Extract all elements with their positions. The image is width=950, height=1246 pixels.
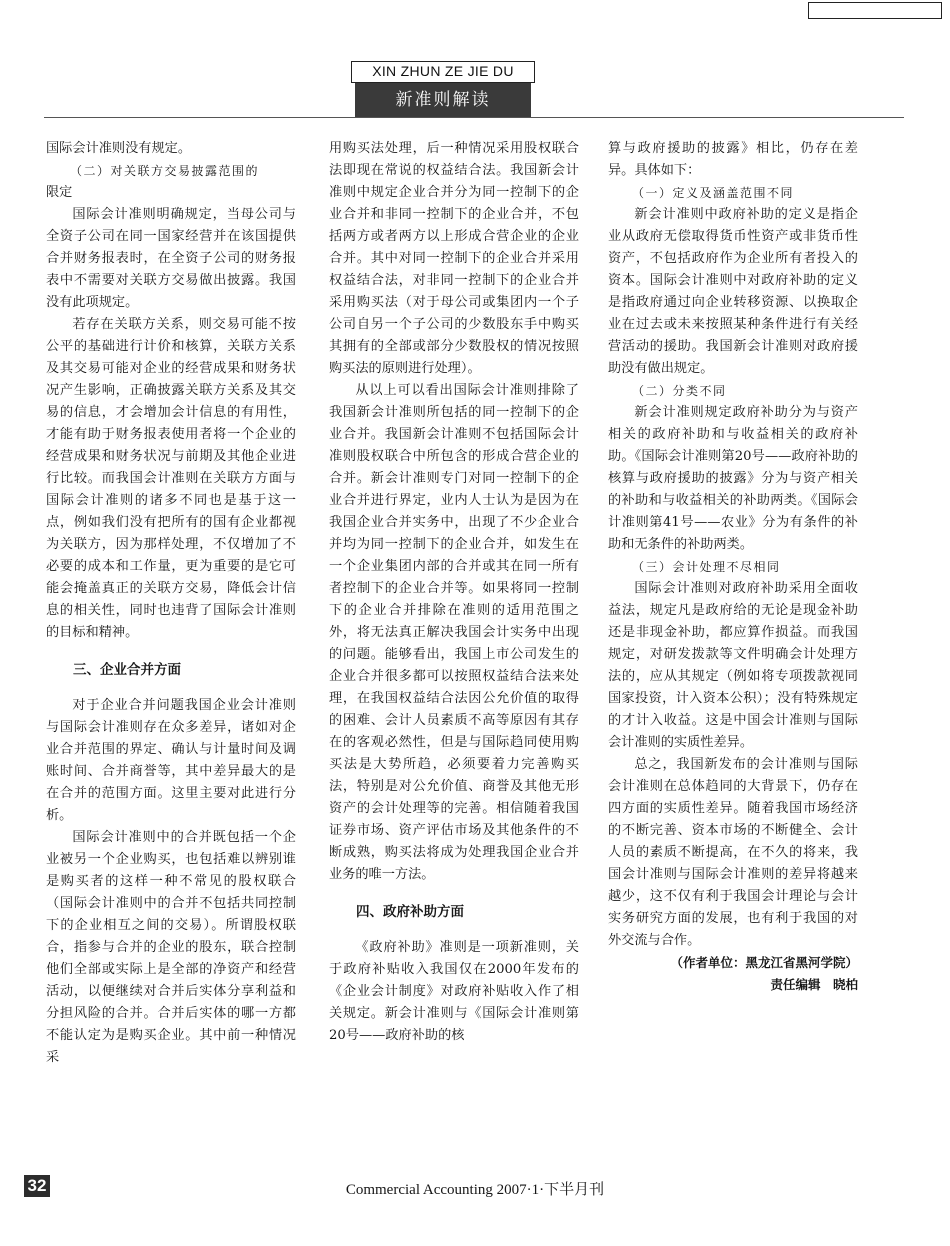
paragraph: 对于企业合并问题我国企业会计准则与国际会计准则存在众多差异，诸如对企业合并范围的界定、确认与计量时间及调账时间、合并商誉等，其中差异最大的是在合并的范围方面。这里主要对此进行分析。 [46, 698, 296, 823]
section-header [351, 61, 535, 117]
paragraph: 国际会计准则明确规定，当母公司与全资子公司在同一国家经营并在该国提供合并财务报表时，在全资子公司的财务报表中不需要对关联方交易做出披露。我国没有此项规定。 [46, 207, 296, 310]
column-1 [46, 138, 296, 1069]
paragraph: 总之，我国新发布的会计准则与国际会计准则在总体趋同的大背景下，仍存在四方面的实质性差异。随着我国市场经济的不断完善、资本市场的不断健全、会计人员的素质不断提高，在不久的将来，我国会计准则与国际会计准则的差异将越来越少，这不仅有利于我国会计理论与会计实务研究方面的发展，也有利于我国的对外交流与合作。 [608, 757, 858, 948]
header-rule [44, 117, 904, 118]
subheading: （三）会计处理不尽相同 [632, 560, 781, 574]
paragraph: 新会计准则中政府补助的定义是指企业从政府无偿取得货币性资产或非货币性资产，不包括政府作为企业所有者投入的资本。国际会计准则中对政府补助的定义是指政府通过向企业转移资源、以换取企业在过去或未来按照某种条件进行有关经营活动的援助。我国新会计准则对政府援助没有做出规定。 [608, 207, 858, 376]
section-heading: 四、政府补助方面 [356, 904, 464, 920]
top-corner-box [808, 2, 942, 19]
header-title: 新准则解读 [355, 83, 531, 117]
section-heading: 三、企业合并方面 [73, 662, 181, 678]
paragraph: 新会计准则规定政府补助分为与资产相关的政府补助和与收益相关的政府补助。《国际会计准则第20号——政府补助的核算与政府援助的披露》分为与资产相关的补助和与收益相关的补助两类。《国际会计准则第41号——农业》分为有条件的补助和无条件的补助两类。 [608, 405, 858, 552]
paragraph: 国际会计准则对政府补助采用全面收益法，规定凡是政府给的无论是现金补助还是非现金补助，都应算作损益。而我国规定，对研发拨款等文件明确会计处理方法的，应从其规定（例如将专项拨款视同国家投资，计入资本公积）；没有特殊规定的才计入收益。这是中国会计准则与国际会计准则的实质性差异。 [608, 581, 858, 750]
subheading: （二）分类不同 [632, 384, 727, 398]
journal-footer: Commercial Accounting 2007·1·下半月刊 [345, 1182, 605, 1198]
header-pinyin: XIN ZHUN ZE JIE DU [351, 61, 535, 83]
column-2 [329, 138, 579, 1047]
paragraph: 国际会计准则中的合并既包括一个企业被另一个企业购买，也包括难以辨别谁是购买者的这样一种不常见的股权联合（国际会计准则中的合并不包括共同控制下的企业相互之间的交易）。所谓股权联合，指参与合并的企业的股东，联合控制他们全部或实际上是全部的净资产和经营活动，以便继续对合并后实体分享利益和分担风险的合并。合并后实体的哪一方都不能认定为是购买企业。其中前一种情况采 [46, 830, 296, 1065]
subheading: （二）对关联方交易披露范围的 [70, 164, 260, 178]
paragraph: 算与政府援助的披露》相比，仍存在差异。具体如下： [608, 141, 858, 178]
page-number: 32 [24, 1175, 50, 1197]
subheading: （一）定义及涵盖范围不同 [632, 186, 795, 200]
author-affiliation: （作者单位：黑龙江省黑河学院） [670, 955, 858, 970]
paragraph: 从以上可以看出国际会计准则排除了我国新会计准则所包括的同一控制下的企业合并。我国新会计准则不包括国际会计准则股权联合中所包含的形成合营企业的合并。新会计准则专门对同一控制下的企业合并进行界定，业内人士认为是因为在我国企业合并实务中，出现了不少企业合并均为同一控制下的企业合并，如发生在一个企业集团内部的合并或其在同一所有者控制下的企业合并等。如果将同一控制下的企业合并排除在准则的适用范围之外，将无法真正解决我国会计实务中出现的问题。能够看出，我国上市公司发生的企业合并很多都可以按照权益结合法来处理，在我国权益结合法因公允价值的取得的困难、会计人员素质不高等原因有其存在的客观必然性，但是与国际趋同使用购买法是大势所趋，必须要着力完善购买法，特别是对公允价值、商誉及其他无形资产的会计处理等的完善。相信随着我国证券市场、资产评估市场及其他条件的不断成熟，购买法将成为处理我国企业合并业务的唯一方法。 [329, 383, 579, 882]
paragraph: 国际会计准则没有规定。 [46, 141, 192, 156]
subheading-cont: 限定 [46, 185, 73, 200]
column-3 [608, 138, 858, 996]
editor-credit: 责任编辑 晓柏 [770, 977, 858, 992]
paragraph: 用购买法处理，后一种情况采用股权联合法即现在常说的权益结合法。我国新会计准则中规定企业合并分为同一控制下的企业合并和非同一控制下的企业合并，不包括两方或者两方以上形成合营企业的企业合并。其中对同一控制下的企业合并采用权益结合法，对非同一控制下的企业合并采用购买法（对于母公司或集团内一个子公司自另一个子公司的少数股东手中购买其拥有的全部或部分少数股权的情况按照购买法的原则进行处理）。 [329, 141, 579, 376]
paragraph: 《政府补助》准则是一项新准则，关于政府补贴收入我国仅在2000年发布的《企业会计制度》对政府补贴收入作了相关规定。新会计准则与《国际会计准则第20号——政府补助的核 [329, 940, 579, 1043]
paragraph: 若存在关联方关系，则交易可能不按公平的基础进行计价和核算，关联方关系及其交易可能对企业的经营成果和财务状况产生影响，正确披露关联方关系及其交易的信息，才会增加会计信息的有用性，才能有助于财务报表使用者将一个企业的经营成果和财务状况与前期及其他企业进行比较。而我国会计准则在关联方方面与国际会计准则的诸多不同也是基于这一点，例如我们没有把所有的国有企业都视为关联方，因为那样处理，不仅增加了不必要的成本和工作量，更为重要的是它可能会掩盖真正的关联方交易，降低会计信息的相关性，同时也违背了国际会计准则的目标和精神。 [46, 317, 296, 640]
